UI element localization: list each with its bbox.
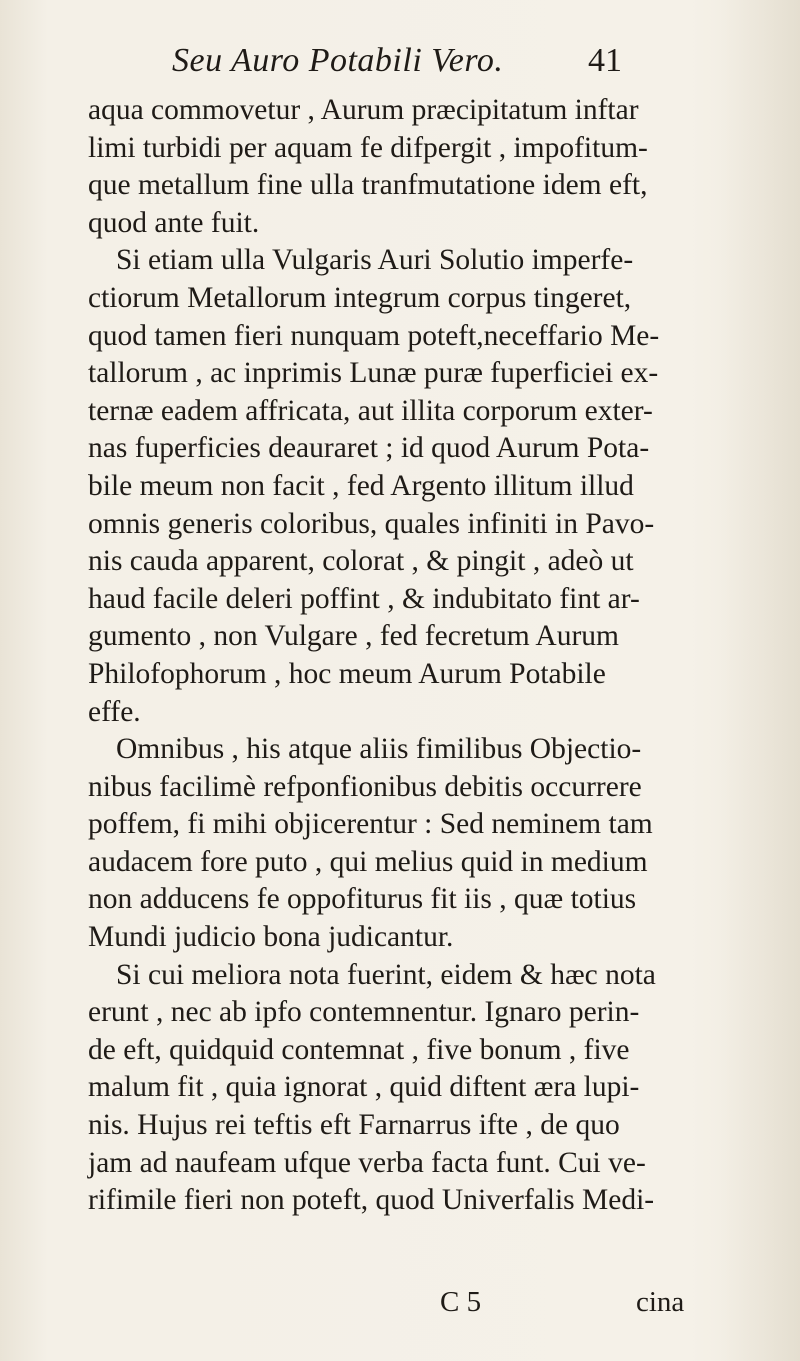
page-number: 41	[588, 42, 622, 79]
text-line: Si etiam ulla Vulgaris Auri Solutio imperfe-	[116, 244, 634, 277]
text-line: tallorum , ac inprimis Lunæ puræ fuperficiei ex-	[88, 357, 659, 390]
text-line: nis cauda apparent, colorat , & pingit , adeò ut	[88, 545, 634, 578]
text-line: Mundi judicio bona judicantur.	[88, 921, 454, 954]
text-line: ternæ eadem affricata, aut illita corporum exter-	[88, 394, 653, 427]
text-line: gumento , non Vulgare , fed fecretum Aurum	[88, 620, 619, 653]
text-line: quod ante fuit.	[88, 206, 260, 239]
text-line: nis. Hujus rei teftis eft Farnarrus ifte , de quo	[88, 1109, 620, 1142]
text-line: limi turbidi per aquam fe difpergit , impofitum-	[88, 131, 648, 164]
text-line: ctiorum Metallorum integrum corpus tingeret,	[88, 281, 632, 314]
text-line: effe.	[88, 695, 141, 728]
page-edge-stain	[690, 0, 800, 1361]
text-line: omnis generis coloribus, quales infiniti in Pavo-	[88, 507, 655, 540]
text-line: poffem, fi mihi objicerentur : Sed neminem tam	[88, 808, 653, 841]
text-line: nibus facilimè refponfionibus debitis occurrere	[88, 770, 642, 803]
page-footer	[0, 1286, 800, 1326]
text-line: quod tamen fieri nunquam poteft,neceffario Me-	[88, 319, 660, 352]
text-line: audacem fore puto , qui melius quid in medium	[88, 845, 648, 878]
text-line: aqua commovetur , Aurum præcipitatum inftar	[88, 94, 639, 126]
text-line: Philofophorum , hoc meum Aurum Potabile	[88, 657, 606, 690]
text-line: non adducens fe oppofiturus fit iis , quæ totius	[88, 883, 637, 916]
text-line: que metallum fine ulla tranfmutatione idem eft,	[88, 169, 648, 202]
running-title: Seu Auro Potabili Vero.	[172, 42, 504, 79]
text-line: jam ad naufeam ufque verba facta funt. Cui ve-	[88, 1146, 646, 1179]
catchword: cina	[636, 1286, 685, 1318]
text-line: erunt , nec ab ipfo contemnentur. Ignaro perin-	[88, 996, 640, 1029]
page-header	[0, 38, 800, 88]
text-line: de eft, quidquid contemnat , five bonum , five	[88, 1033, 630, 1066]
text-line: bile meum non facit , fed Argento illitum illud	[88, 469, 634, 502]
text-line: Omnibus , his atque aliis fimilibus Objectio-	[116, 733, 642, 766]
text-line: nas fuperficies deauraret ; id quod Aurum Pota-	[88, 432, 650, 465]
body-text	[88, 92, 698, 1220]
text-line: Si cui meliora nota fuerint, eidem & hæc nota	[116, 958, 656, 991]
text-line: malum fit , quia ignorat , quid diftent æra lupi-	[88, 1071, 640, 1104]
text-line: haud facile deleri poffint , & indubitato fint ar-	[88, 582, 640, 615]
text-line: rifimile fieri non poteft, quod Univerfalis Medi-	[88, 1184, 655, 1217]
signature-mark: C 5	[440, 1286, 482, 1318]
